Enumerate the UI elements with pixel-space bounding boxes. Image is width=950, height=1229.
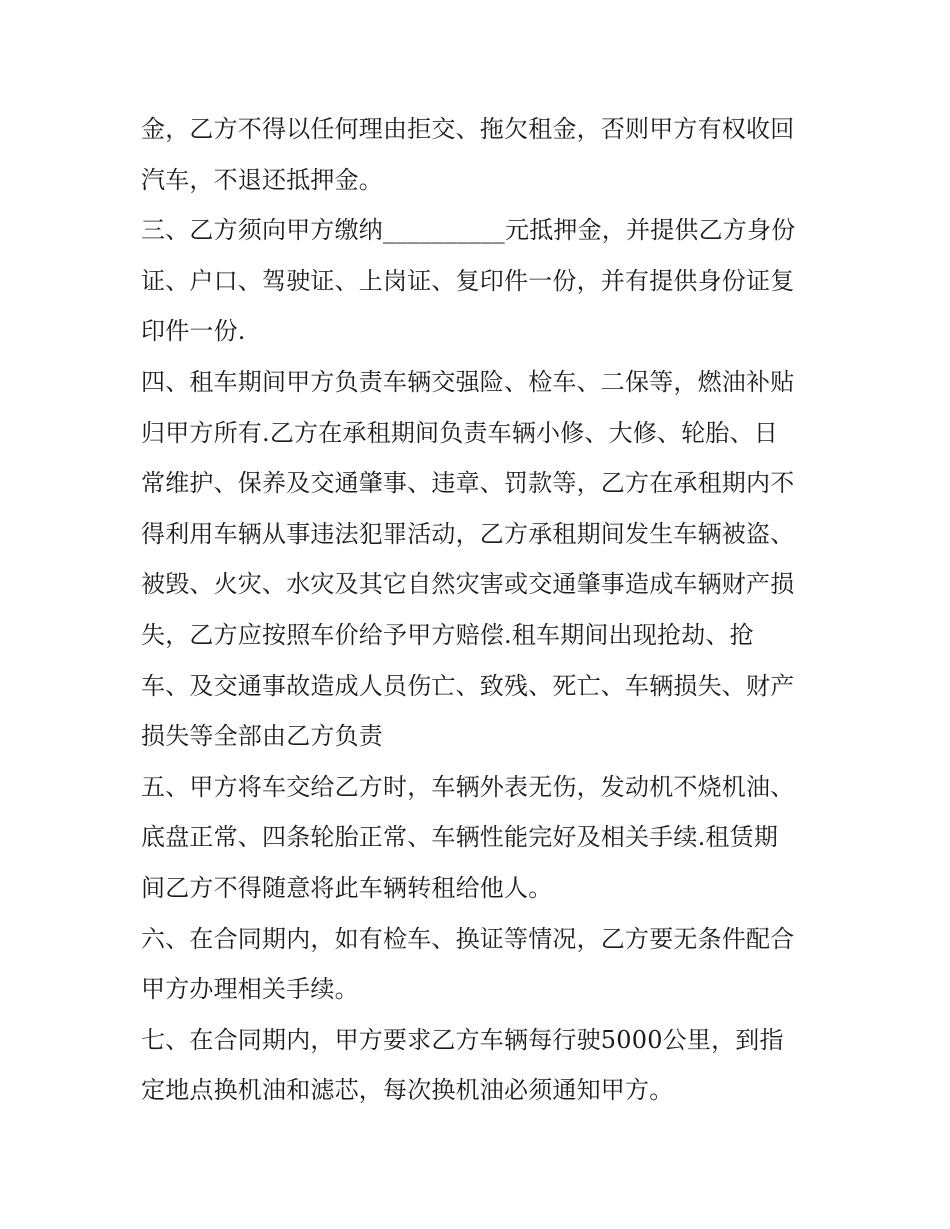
text-line: 常维护、保养及交通肇事、违章、罚款等，乙方在承租期内不: [141, 469, 795, 498]
text-line: 汽车，不退还抵押金。: [141, 165, 383, 194]
text-line: 印件一份.: [141, 317, 246, 346]
text-line: 金，乙方不得以任何理由拒交、拖欠租金，否则甲方有权收回: [141, 115, 795, 143]
text-line: 车、及交通事故造成人员伤亡、致残、死亡、车辆损失、财产: [141, 671, 795, 700]
text-line: 归甲方所有.乙方在承租期间负责车辆小修、大修、轮胎、日: [141, 418, 779, 447]
clause-3-line: 三、乙方须向甲方缴纳__________元抵押金，并提供乙方身份: [141, 216, 796, 245]
text-line: 得利用车辆从事违法犯罪活动，乙方承租期间发生车辆被盗、: [141, 519, 795, 548]
text-line: 证、户口、驾驶证、上岗证、复印件一份，并有提供身份证复: [141, 266, 795, 295]
text-line: 甲方办理相关手续。: [141, 975, 359, 1004]
text-line: 失，乙方应按照车价给予甲方赔偿.租车期间出现抢劫、抢: [141, 620, 754, 649]
text-line: 间乙方不得随意将此车辆转租给他人。: [141, 873, 553, 902]
clause-5-line: 五、甲方将车交给乙方时，车辆外表无伤，发动机不烧机油、: [141, 772, 795, 801]
contract-body: [141, 104, 821, 1116]
text-line: 底盘正常、四条轮胎正常、车辆性能完好及相关手续.租赁期: [141, 823, 779, 852]
text-line: 定地点换机油和滤芯，每次换机油必须通知甲方。: [141, 1076, 674, 1105]
clause-6-line: 六、在合同期内，如有检车、换证等情况，乙方要无条件配合: [141, 924, 795, 953]
text-line: 被毁、火灾、水灾及其它自然灾害或交通肇事造成车辆财产损: [141, 570, 795, 599]
clause-7-line: 七、在合同期内，甲方要求乙方车辆每行驶5000公里，到指: [141, 1025, 784, 1054]
clause-4-line: 四、租车期间甲方负责车辆交强险、检车、二保等，燃油补贴: [141, 367, 795, 396]
text-line: 损失等全部由乙方负责: [141, 722, 383, 751]
